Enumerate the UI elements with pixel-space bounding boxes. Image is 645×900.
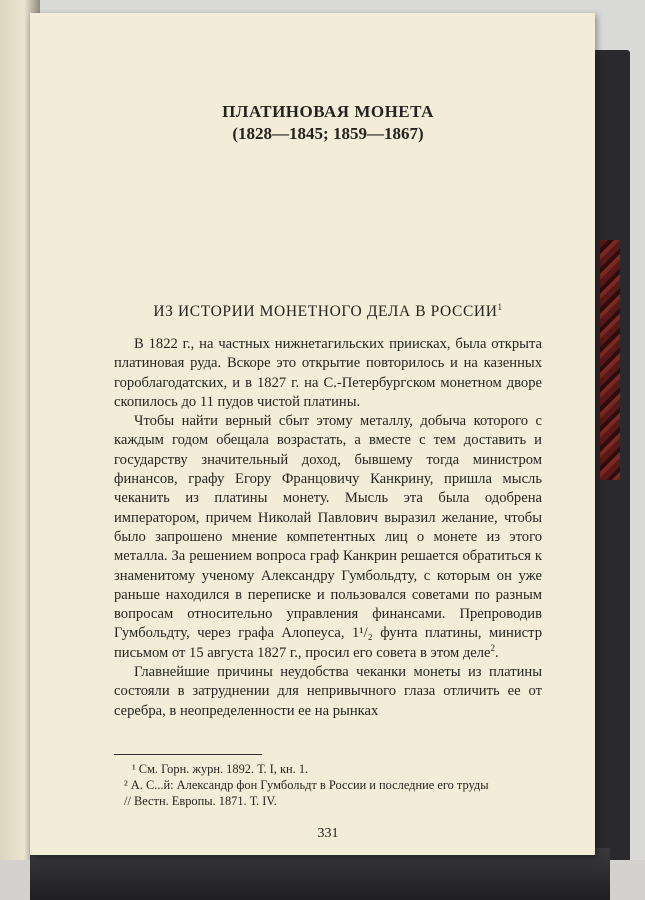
footnote-2-continuation: // Вестн. Европы. 1871. Т. IV. [124,794,277,808]
paragraph [114,412,542,663]
paragraph-end: . [495,644,499,661]
footnotes [114,761,542,809]
section-title [114,302,542,321]
footnote-divider [114,754,262,755]
book-binding [30,848,610,900]
cover-pattern [600,240,620,480]
page-number: 331 [317,826,339,841]
paragraph: Главнейшие причины неудобства чеканки монеты из платины состояли в затруднении для непривычного глаза отличить ее от серебра, в неопределенности ее на рынках [114,664,542,719]
book-page [30,13,595,855]
paragraph-text: Чтобы найти верный сбыт этому металлу, добыча которого с каждым годом обещала возрастать, а вместе с тем доставить и государству значительный доход, бывшему тогда министром финансов, графу Егору Францовичу Канкрину, пришла мысль чеканить из платины монету. Мысль эта была одобрена императором, причем Николай Павлович выразил желание, чтобы было запрошено мнение компетентных лиц о монете из этого металла. За решением вопроса граф Канкрин решается обратиться к знаменитому ученому Александру Гумбольдту, с которым он уже раньше находился в переписке и пользовался советами по разным вопросам относительно управления финансами. Препроводив Гумбольдту, через графа Алопеуса, 1¹/₂ фунта платины, министр письмом от 15 августа 1827 г., просил его совета в этом деле [114,413,542,661]
body-text [114,335,542,721]
footnote-1: ¹ См. Горн. журн. 1892. Т. I, кн. 1. [132,762,309,776]
chapter-title-dates: (1828—1845; 1859—1867) [232,124,424,143]
page-content [114,13,542,855]
footnote-ref-2: 2 [490,642,496,653]
chapter-title-main: ПЛАТИНОВАЯ МОНЕТА [222,102,434,121]
footnote-2: ² А. С...й: Александр фон Гумбольдт в России и последние его труды [124,778,489,792]
paragraph: В 1822 г., на частных нижнетагильских приисках, была открыта платиновая руда. Вскоре это открытие повторилось и на казенных гороблагодатских, и в 1827 г. на С.-Петербургском монетном дворе скопилось до 11 пудов чистой платины. [114,336,542,410]
footnote-ref-1: 1 [497,302,503,312]
section-title-text: ИЗ ИСТОРИИ МОНЕТНОГО ДЕЛА В РОССИИ [153,303,498,321]
chapter-title [114,101,542,145]
